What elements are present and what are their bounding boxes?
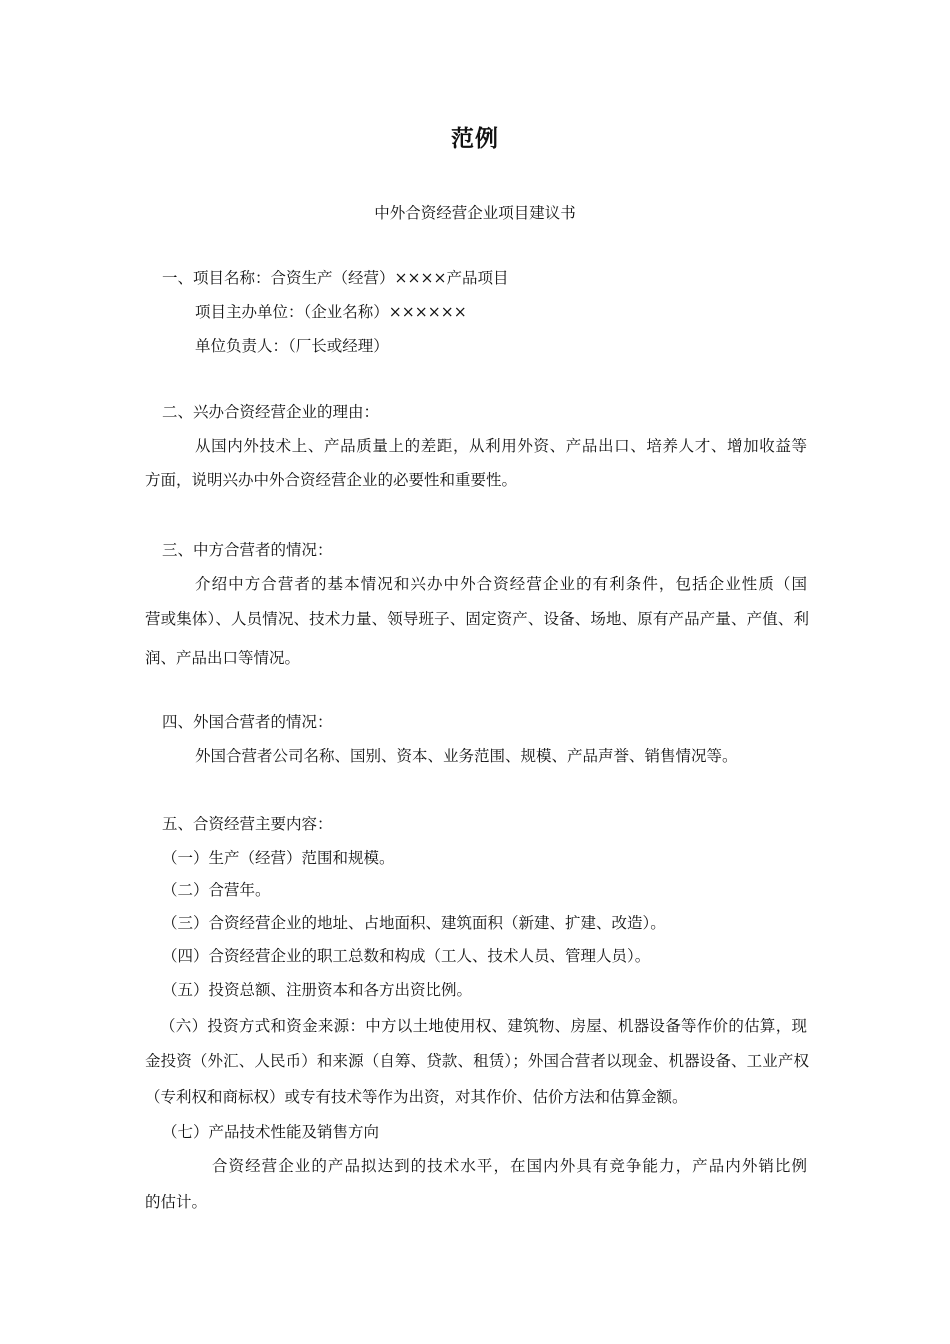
section4-paragraph-line: 外国合营者公司名称、国别、资本、业务范围、规模、产品声誉、销售情况等。 <box>195 747 738 765</box>
section5-item: （一）生产（经营）范围和规模。 <box>162 849 395 867</box>
section5-item: （四）合资经营企业的职工总数和构成（工人、技术人员、管理人员）。 <box>162 947 651 965</box>
section3-heading: 三、中方合营者的情况： <box>162 541 333 559</box>
section5-heading: 五、合资经营主要内容： <box>162 815 333 833</box>
section5-item: （六）投资方式和资金来源：中方以土地使用权、建筑物、房屋、机器设备等作价的估算，现 <box>160 1017 807 1035</box>
section3-paragraph-line: 介绍中方合营者的基本情况和兴办中外合资经营企业的有利条件，包括企业性质（国 <box>195 575 807 593</box>
section1-responsible-person: 单位负责人：（厂长或经理） <box>195 337 389 355</box>
section1-project-name: 一、项目名称：合资生产（经营）××××产品项目 <box>162 269 509 287</box>
section5-item: （二）合营年。 <box>162 881 271 899</box>
section5-item: （五）投资总额、注册资本和各方出资比例。 <box>162 981 473 999</box>
section5-item: （三）合资经营企业的地址、占地面积、建筑面积（新建、扩建、改造）。 <box>162 914 666 932</box>
section5-item-paragraph: 的估计。 <box>145 1193 208 1211</box>
document-title: 范例 <box>451 126 499 152</box>
document-subtitle: 中外合资经营企业项目建议书 <box>374 204 576 222</box>
section5-item-paragraph: 合资经营企业的产品拟达到的技术水平，在国内外具有竞争能力，产品内外销比例 <box>212 1157 807 1175</box>
section5-item: （七）产品技术性能及销售方向 <box>162 1123 380 1141</box>
section5-item-continuation: 金投资（外汇、人民币）和来源（自筹、贷款、租赁）；外国合营者以现金、机器设备、工业产权 <box>145 1052 809 1070</box>
section4-heading: 四、外国合营者的情况： <box>162 713 333 731</box>
section1-sponsor: 项目主办单位：（企业名称）×××××× <box>195 303 467 321</box>
section3-paragraph-line: 润、产品出口等情况。 <box>145 649 301 667</box>
section2-heading: 二、兴办合资经营企业的理由： <box>162 403 380 421</box>
section3-paragraph-line: 营或集体）、人员情况、技术力量、领导班子、固定资产、设备、场地、原有产品产量、产值、利 <box>145 610 809 628</box>
section5-item-continuation: （专利权和商标权）或专有技术等作为出资，对其作价、估价方法和估算金额。 <box>145 1088 688 1106</box>
section2-paragraph-line: 从国内外技术上、产品质量上的差距，从利用外资、产品出口、培养人才、增加收益等 <box>195 437 807 455</box>
section2-paragraph-line: 方面，说明兴办中外合资经营企业的必要性和重要性。 <box>145 471 518 489</box>
